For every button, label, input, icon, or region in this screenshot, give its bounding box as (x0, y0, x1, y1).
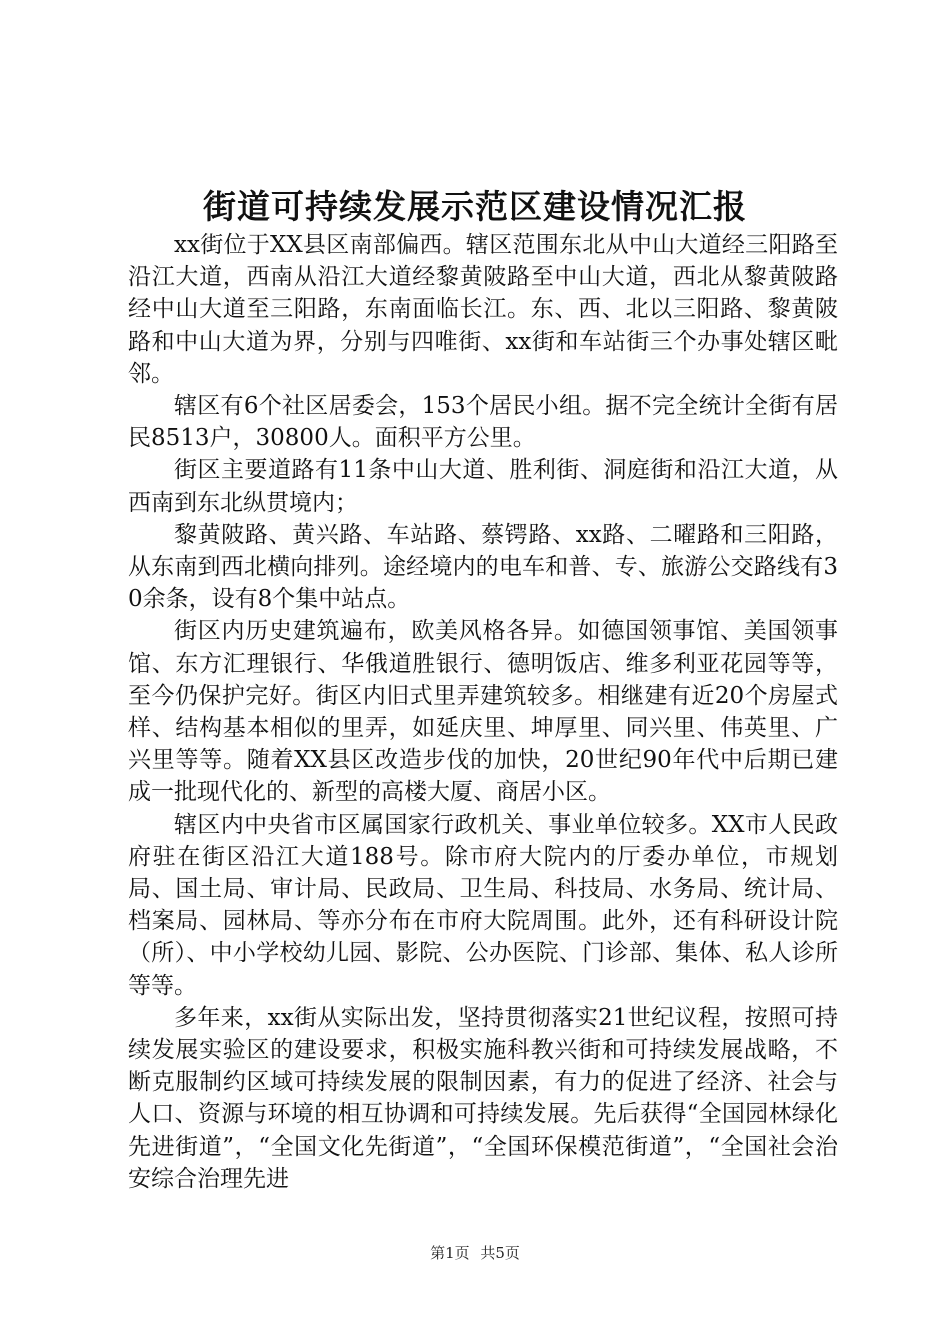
paragraph-location: xx街位于XX县区南部偏西。辖区范围东北从中山大道经三阳路至沿江大道，西南从沿江大道经黎黄陂路至中山大道，西北从黎黄陂路经中山大道至三阳路，东南面临长江。东、西、北以三阳路、黎黄陂路和中山大道为界，分别与四唯街、xx街和车站街三个办事处辖区毗邻。 (128, 232, 838, 387)
document-title: 街道可持续发展示范区建设情况汇报 (203, 187, 747, 226)
paragraph-historic-buildings: 街区内历史建筑遍布，欧美风格各异。如德国领事馆、美国领事馆、东方汇理银行、华俄道胜银行、德明饭店、维多利亚花园等等，至今仍保护完好。街区内旧式里弄建筑较多。相继建有近20个房屋式样、结构基本相似的里弄，如延庆里、坤厚里、同兴里、伟英里、广兴里等等。随着XX县区改造步伐的加快，20世纪90年代中后期已建成一批现代化的、新型的高楼大厦、商居小区。 (128, 618, 838, 806)
document-body (128, 229, 838, 1195)
paragraph-main-roads: 街区主要道路有11条中山大道、胜利街、洞庭街和沿江大道，从西南到东北纵贯境内； (128, 457, 838, 516)
page-footer (0, 1243, 950, 1263)
paragraph-achievements: 多年来，xx街从实际出发，坚持贯彻落实21世纪议程，按照可持续发展实验区的建设要求，积极实施科教兴街和可持续发展战略，不断克服制约区域可持续发展的限制因素，有力的促进了经济、社会与人口、资源与环境的相互协调和可持续发展。先后获得“全国园林绿化先进街道”，“全国文化先街道”，“全国环保模范街道”，“全国社会治安综合治理先进 (128, 1004, 838, 1192)
page-total: 共5页 (480, 1244, 520, 1262)
page-number: 第1页 (430, 1244, 470, 1262)
paragraph-cross-roads: 黎黄陂路、黄兴路、车站路、蔡锷路、xx路、二曜路和三阳路，从东南到西北横向排列。途经境内的电车和普、专、旅游公交路线有30余条，设有8个集中站点。 (128, 521, 838, 613)
paragraph-population: 辖区有6个社区居委会，153个居民小组。据不完全统计全街有居民8513户，30800人。面积平方公里。 (128, 393, 838, 452)
paragraph-institutions: 辖区内中央省市区属国家行政机关、事业单位较多。XX市人民政府驻在街区沿江大道188号。除市府大院内的厅委办单位，市规划局、国土局、审计局、民政局、卫生局、科技局、水务局、统计局、档案局、园林局、等亦分布在市府大院周围。此外，还有科研设计院（所）、中小学校幼儿园、影院、公办医院、门诊部、集体、私人诊所等等。 (128, 811, 838, 999)
